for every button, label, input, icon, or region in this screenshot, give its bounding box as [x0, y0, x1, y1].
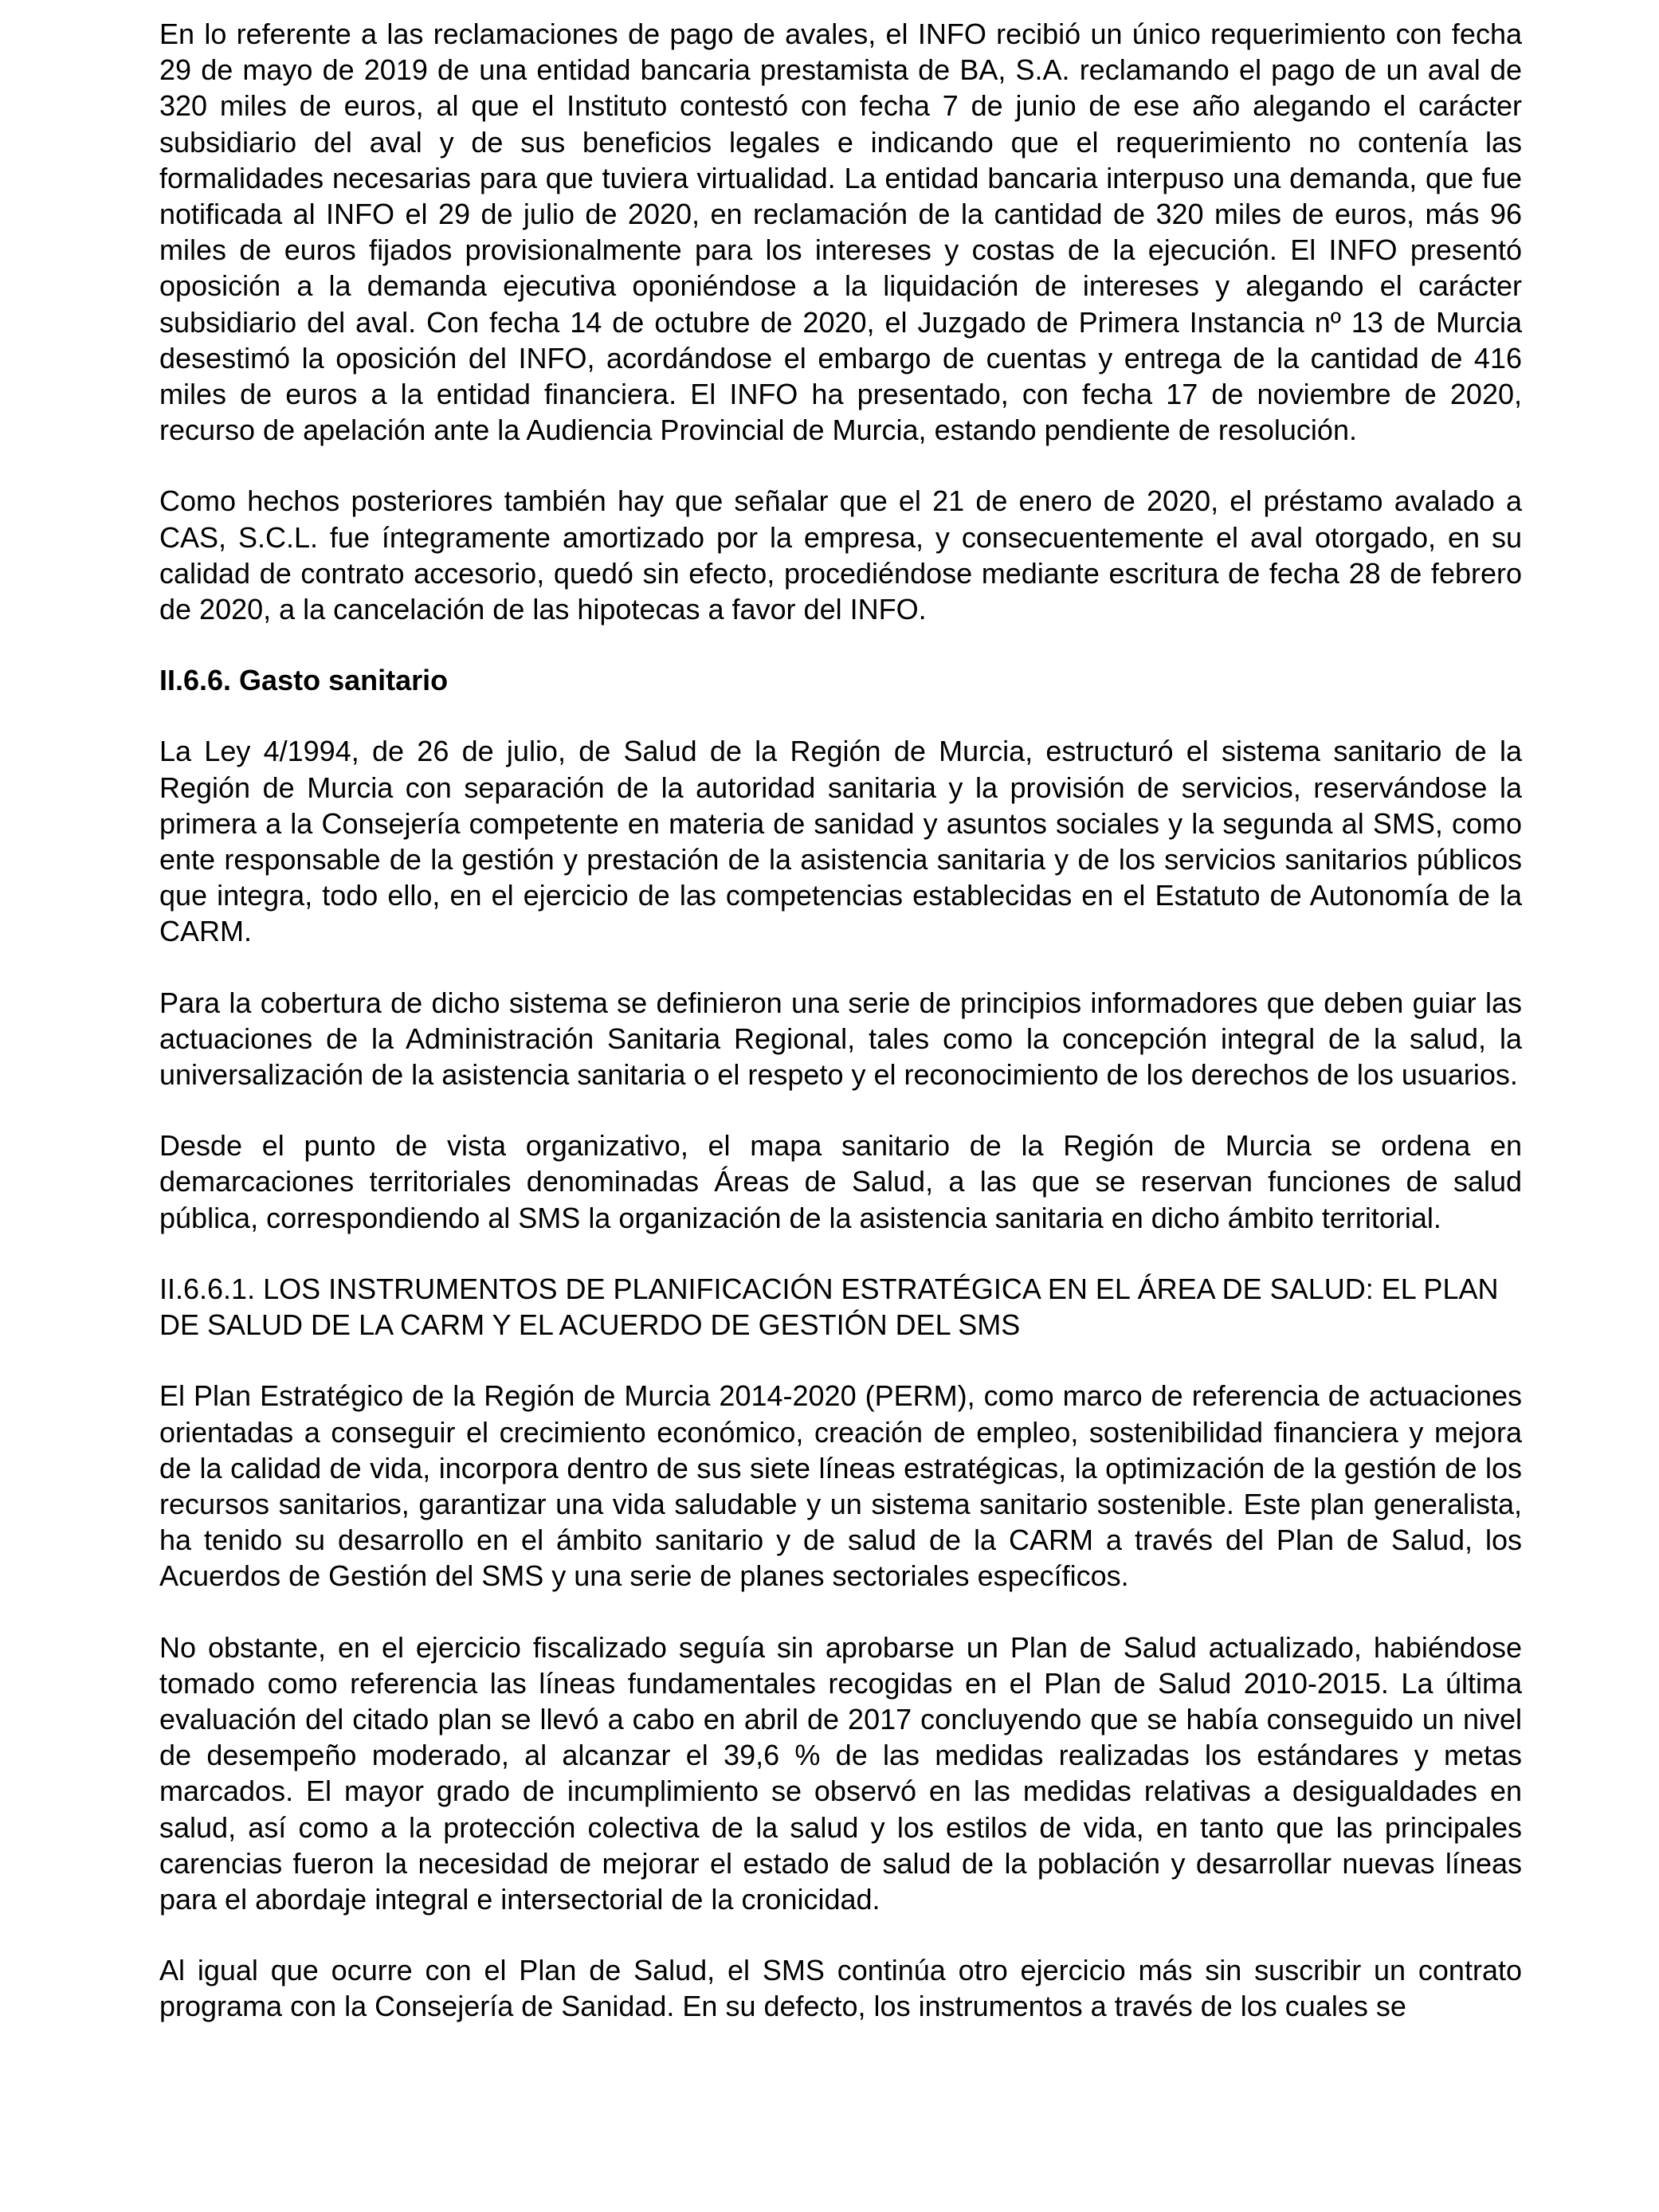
paragraph-plan-salud-evaluacion: No obstante, en el ejercicio fiscalizado seguía sin aprobarse un Plan de Salud actualizado, habiéndose tomado como referencia las líneas fundamentales recogidas en el Plan de Salud 2010-2015. La última evaluación del citado plan se llevó a cabo en abril de 2017 concluyendo que se había conseguido un nivel de desempeño moderado, al alcanzar el 39,6 % de las medidas realizadas los estándares y metas marcados. El mayor grado de incumplimiento se observó en las medidas relativas a desigualdades en salud, así como a la protección colectiva de la salud y los estilos de vida, en tanto que las principales carencias fueron la necesidad de mejorar el estado de salud de la población y desarrollar nuevas líneas para el abordaje integral e intersectorial de la cronicidad. [159, 1630, 1522, 1916]
paragraph-hechos-posteriores: Como hechos posteriores también hay que señalar que el 21 de enero de 2020, el préstamo avalado a CAS, S.C.L. fue íntegramente amortizado por la empresa, y consecuentemente el aval otorgado, en su calidad de contrato accesorio, quedó sin efecto, procediéndose mediante escritura de fecha 28 de febrero de 2020, a la cancelación de las hipotecas a favor del INFO. [159, 484, 1522, 626]
paragraph-plan-estrategico: El Plan Estratégico de la Región de Murcia 2014-2020 (PERM), como marco de referencia de actuaciones orientadas a conseguir el crecimiento económico, creación de empleo, sostenibilidad financiera y mejora de la calidad de vida, incorpora dentro de sus siete líneas estratégicas, la optimización de la gestión de los recursos sanitarios, garantizar una vida saludable y un sistema sanitario sostenible. Este plan generalista, ha tenido su desarrollo en el ámbito sanitario y de salud de la CARM a través del Plan de Salud, los Acuerdos de Gestión del SMS y una serie de planes sectoriales específicos. [159, 1379, 1522, 1593]
subsection-heading: II.6.6.1. LOS INSTRUMENTOS DE PLANIFICACIÓN ESTRATÉGICA EN EL ÁREA DE SALUD: EL PLAN DE SALUD DE LA CARM Y EL ACUERDO DE GESTIÓN DEL SMS [159, 1272, 1499, 1342]
section-heading: II.6.6. Gasto sanitario [159, 664, 449, 697]
paragraph-contrato-programa: Al igual que ocurre con el Plan de Salud, el SMS continúa otro ejercicio más sin suscribir un contrato programa con la Consejería de Sanidad. En su defecto, los instrumentos a través de los cuales se [159, 1954, 1522, 2023]
paragraph-avales-reclamaciones: En lo referente a las reclamaciones de pago de avales, el INFO recibió un único requerimiento con fecha 29 de mayo de 2019 de una entidad bancaria prestamista de BA, S.A. reclamando el pago de un aval de 320 miles de euros, al que el Instituto contestó con fecha 7 de junio de ese año alegando el carácter subsidiario del aval y de sus beneficios legales e indicando que el requerimiento no contenía las formalidades necesarias para que tuviera virtualidad. La entidad bancaria interpuso una demanda, que fue notificada al INFO el 29 de julio de 2020, en reclamación de la cantidad de 320 miles de euros, más 96 miles de euros fijados provisionalmente para los intereses y costas de la ejecución. El INFO presentó oposición a la demanda ejecutiva oponiéndose a la liquidación de intereses y alegando el carácter subsidiario del aval. Con fecha 14 de octubre de 2020, el Juzgado de Primera Instancia nº 13 de Murcia desestimó la oposición del INFO, acordándose el embargo de cuentas y entrega de la cantidad de 416 miles de euros a la entidad financiera. El INFO ha presentado, con fecha 17 de noviembre de 2020, recurso de apelación ante la Audiencia Provincial de Murcia, estando pendiente de resolución. [159, 18, 1522, 447]
paragraph-ley-salud: La Ley 4/1994, de 26 de julio, de Salud de la Región de Murcia, estructuró el sistema sanitario de la Región de Murcia con separación de la autoridad sanitaria y la provisión de servicios, reservándose la primera a la Consejería competente en materia de sanidad y asuntos sociales y la segunda al SMS, como ente responsable de la gestión y prestación de la asistencia sanitaria y de los servicios sanitarios públicos que integra, todo ello, en el ejercicio de las competencias establecidas en el Estatuto de Autonomía de la CARM. [159, 735, 1522, 948]
document-page [159, 16, 1522, 2025]
paragraph-mapa-sanitario: Desde el punto de vista organizativo, el mapa sanitario de la Región de Murcia se ordena en demarcaciones territoriales denominadas Áreas de Salud, a las que se reservan funciones de salud pública, correspondiendo al SMS la organización de la asistencia sanitaria en dicho ámbito territorial. [159, 1129, 1522, 1234]
paragraph-principios-informadores: Para la cobertura de dicho sistema se definieron una serie de principios informadores que deben guiar las actuaciones de la Administración Sanitaria Regional, tales como la concepción integral de la salud, la universalización de la asistencia sanitaria o el respeto y el reconocimiento de los derechos de los usuarios. [159, 986, 1522, 1092]
